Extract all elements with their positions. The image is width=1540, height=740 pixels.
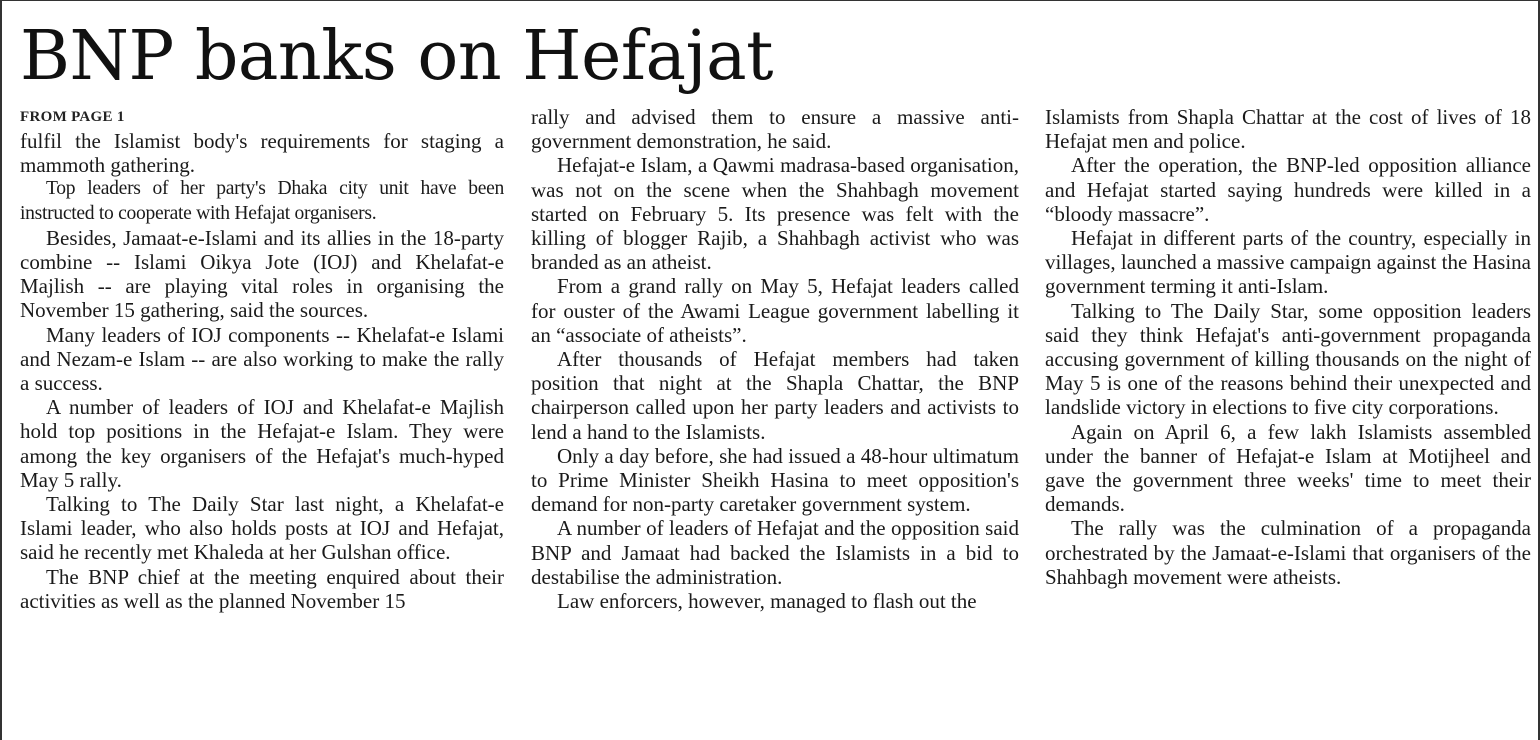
article-column-1 bbox=[20, 105, 504, 613]
paragraph: Many leaders of IOJ components -- Khelafat-e Islami and Nezam-e Islam -- are also working to make the rally a success. bbox=[20, 322, 504, 396]
paragraph: Besides, Jamaat-e-Islami and its allies in the 18-party combine -- Islami Oikya Jote (IOJ) and Khelafat-e Majlish -- are playing vital roles in organising the November 15 gathering, said the sources. bbox=[20, 225, 504, 323]
paragraph: From a grand rally on May 5, Hefajat leaders called for ouster of the Awami League government labelling it an “associate of atheists”. bbox=[531, 274, 1019, 347]
paragraph: rally and advised them to ensure a massive anti-government demonstration, he said. bbox=[531, 105, 1019, 154]
paragraph: Talking to The Daily Star, some opposition leaders said they think Hefajat's anti-government propaganda accusing government of killing thousands on the night of May 5 is one of the reasons behind their unexpected and landslide victory in elections to five city corporations. bbox=[1045, 298, 1531, 420]
paragraph: fulfil the Islamist body's requirements for staging a mammoth gathering. bbox=[20, 129, 504, 178]
paragraph: After thousands of Hefajat members had taken position that night at the Shapla Chattar, the BNP chairperson called upon her party leaders and activists to lend a hand to the Islamists. bbox=[531, 347, 1019, 444]
paragraph: Top leaders of her party's Dhaka city unit have been instructed to cooperate with Hefajat organisers. bbox=[20, 178, 504, 224]
paragraph: Hefajat-e Islam, a Qawmi madrasa-based organisation, was not on the scene when the Shahbagh movement started on February 5. Its presence was felt with the killing of blogger Rajib, a Shahbagh activist who was branded as an atheist. bbox=[531, 153, 1019, 275]
paragraph: A number of leaders of IOJ and Khelafat-e Majlish hold top positions in the Hefajat-e Islam. They were among the key organisers of the Hefajat's much-hyped May 5 rally. bbox=[20, 395, 504, 492]
paragraph: After the operation, the BNP-led opposition alliance and Hefajat started saying hundreds were killed in a “bloody massacre”. bbox=[1045, 153, 1531, 226]
paragraph: Only a day before, she had issued a 48-hour ultimatum to Prime Minister Sheikh Hasina to meet opposition's demand for non-party caretaker government system. bbox=[531, 443, 1019, 517]
paragraph: Law enforcers, however, managed to flash out the bbox=[557, 589, 977, 614]
article-column-2 bbox=[531, 105, 1019, 613]
paragraph: Hefajat in different parts of the country, especially in villages, launched a massive campaign against the Hasina government terming it anti-Islam. bbox=[1045, 226, 1531, 299]
paragraph: Islamists from Shapla Chattar at the cost of lives of 18 Hefajat men and police. bbox=[1045, 105, 1531, 154]
paragraph: Again on April 6, a few lakh Islamists assembled under the banner of Hefajat-e Islam at Motijheel and gave the government three weeks' time to meet their demands. bbox=[1045, 419, 1531, 517]
paragraph: The BNP chief at the meeting enquired about their activities as well as the planned November 15 bbox=[20, 564, 504, 613]
paragraph: A number of leaders of Hefajat and the opposition said BNP and Jamaat had backed the Islamists in a bid to destabilise the administration. bbox=[531, 516, 1019, 589]
article-column-3 bbox=[1045, 105, 1531, 589]
paragraph: The rally was the culmination of a propaganda orchestrated by the Jamaat-e-Islami that organisers of the Shahbagh movement were atheists. bbox=[1045, 516, 1531, 589]
paragraph: Talking to The Daily Star last night, a Khelafat-e Islami leader, who also holds posts at IOJ and Hefajat, said he recently met Khaleda at her Gulshan office. bbox=[20, 492, 504, 565]
continued-from-label: FROM PAGE 1 bbox=[20, 109, 125, 125]
headline: BNP banks on Hefajat bbox=[20, 17, 773, 96]
